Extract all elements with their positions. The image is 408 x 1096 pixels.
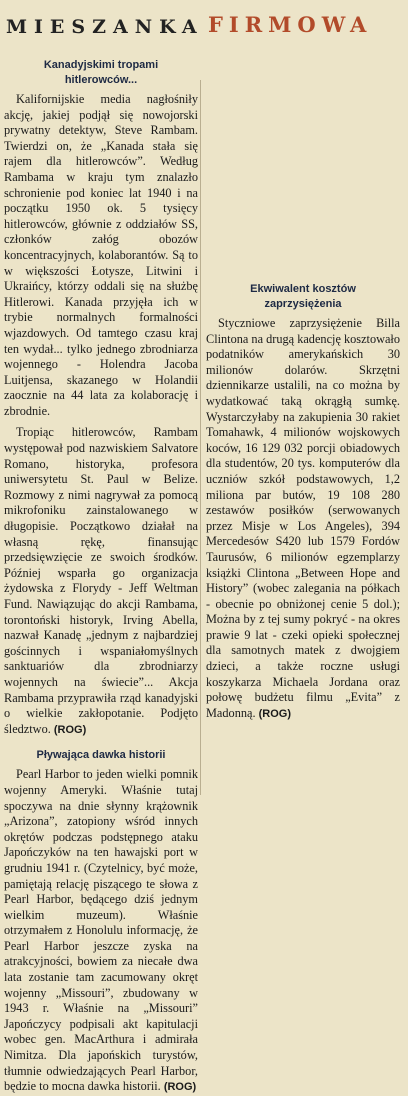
section-title-mieszanka: MIESZANKA <box>6 16 204 38</box>
article-paragraph-text: Styczniowe zaprzysiężenie Billa Clintona na drugą kadencję kosztowało podatników amerykańskich 30 milionów dolarów. Skrzętni dziennikarze ustalili, na co można by wydatkować taką okrągłą sumkę. Wystarczyłaby na zakupienia 30 rakiet Tomahawk, 4 milionów wojskowych koców, 16 129 032 porcji obiadowych dla studentów, 20 tys. komputerów dla uczniów szkół podstawowych, 1,2 miliona par butów, 19 108 280 zestawów posiłków (serwowanych przez Misje w Los Angeles), 394 Mercedesów S420 lub 1579 Fordów Taurusów, 6 milionów egzemplarzy książki Clintona „Between Hope and History” (wobec zalegania na półkach - obecnie po obniżonej cenie 5 dol.); Można by z tej sumy pokryć - na okres prawie 9 lat - czeki opieki społecznej dla samotnych matek z dwojgiem dzieci, a także roczne usługi koszykarza Michaela Jordana oraz połowę budżetu filmu „Evita” z Madonną. <box>206 316 400 720</box>
article-paragraph <box>4 767 198 1095</box>
article-paragraph-text: Pearl Harbor to jeden wielki pomnik wojenny Ameryki. Właśnie tutaj spoczywa na dnie słynny krążownik „Arizona”, zatopiony wśród innych okrętów podczas podstępnego ataku Japończyków na ten hawajski port w grudniu 1941 r. (Czytelnicy, być może, pamiętają relację piszącego te słowa z Pearl Harbor, będącego dziś jednym wielkim muzeum). Właśnie otrzymałem z Honolulu informację, że Pearl Harbor jeszcze zyska na atrakcyjności, bowiem za niecałe dwa lata zostanie tam zacumowany okręt wojenny „Missouri”, zbudowany w 1943 r. Właśnie na „Missouri” Japończycy podpisali akt kapitulacji wobec gen. MacArthura i admirała Nimitza. Dla japońskich turystów, tłumnie odwiedzających Pearl Harbor, będzie to mocna dawka historii. <box>4 767 198 1094</box>
article-paragraph: Kalifornijskie media nagłośniły akcję, jakiej podjął się nowojorski prywatny detektyw, Steve Rambam. Twierdzi on, że „Kanada stała się rajem dla hitlerowców”. Według Rambama w kraju tym znalazło schronienie pod koniec lat 1940 i na początku 1950 ok. 5 tysięcy hitlerowców, głównie z oddziałów SS, członków załóg obozów koncentracyjnych, kolaborantów. Są to w większości Łotysze, Litwini i Ukraińcy, którzy oddali się na służbę Hitlerowi. Kanada przyjęła ich w trybie normalnych formalności wjazdowych. Od tamtego czasu kraj ten wydał... tylko jednego zbrodniarza wojennego - Holendra Jacoba Luitjensa, skazanego w Holandii zaocznie na 44 lata za kolaborację i zbrodnie. <box>4 92 198 418</box>
author-signature: (ROG) <box>258 707 291 720</box>
right-column <box>206 2 400 798</box>
left-column <box>4 52 198 1094</box>
article-paragraph <box>206 316 400 722</box>
article-paragraph <box>4 425 198 738</box>
section-title-firmowa: FIRMOWA <box>208 12 373 37</box>
article-paragraph-text: Tropiąc hitlerowców, Rambam występował pod nazwiskiem Salvatore Romano, historyka, profesora uniwersytetu St. Paul w Belize. Rozmowy z nimi nagrywał za pomocą mikrofoniku zainstalowanego w długopisie. Początkowo działał na własną rękę, finansując przedsięwzięcie ze swoich środków. Później wsparła go organizacja żydowska z Florydy - Jeff Weltman Fund. Nawiązując do akcji Rambama, torontoński historyk, Irving Abella, nazwał Kanadę „jednym z najbardziej gościnnych i wspaniałomyślnych sanktuariów dla zbrodniarzy wojennych na świecie”... Akcja Rambama przyprawiła rząd kanadyjski o wielkie zakłopotanie. Podjęto śledztwo. <box>4 425 198 736</box>
article-title-ekwiwalent-kosztow: Ekwiwalent kosztów zaprzysiężenia <box>250 283 356 310</box>
article-title-kanadyjskimi-tropami: Kanadyjskimi tropami hitlerowców... <box>43 59 159 86</box>
author-signature: (ROG) <box>163 1081 197 1094</box>
article-title-plywajaca-dawka: Pływająca dawka historii <box>36 749 166 762</box>
author-signature: (ROG) <box>53 723 87 736</box>
column-divider <box>200 80 201 795</box>
